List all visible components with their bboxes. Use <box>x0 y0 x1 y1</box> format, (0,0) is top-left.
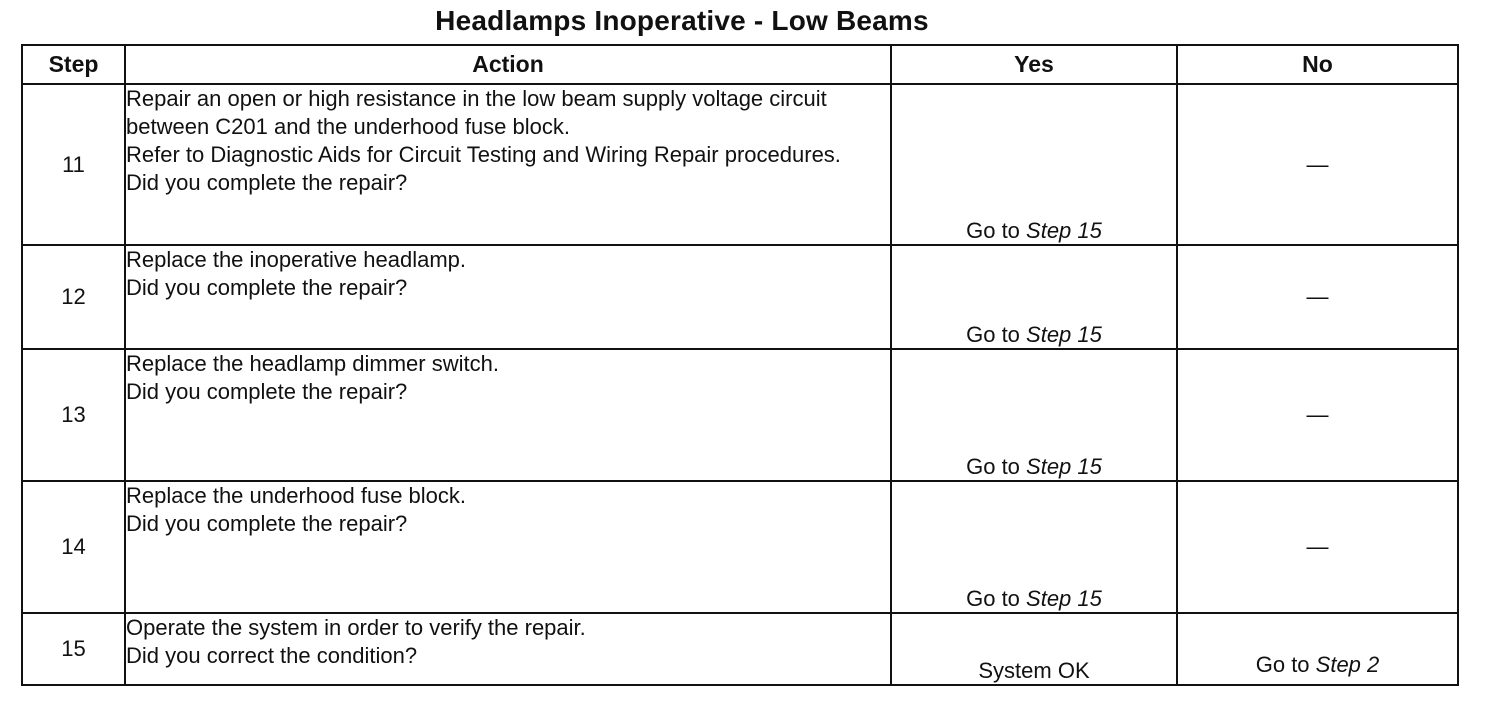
action-question: Did you complete the repair? <box>126 511 408 536</box>
header-step: Step <box>22 45 125 84</box>
action-text: Operate the system in order to verify the repair. <box>126 615 586 640</box>
yes-cell <box>891 349 1177 481</box>
yes-text: Go to <box>966 454 1027 479</box>
action-text: Refer to Diagnostic Aids for Circuit Testing and Wiring Repair procedures. <box>126 142 841 167</box>
yes-step-link[interactable]: Step 15 <box>1026 322 1102 347</box>
yes-cell <box>891 84 1177 245</box>
yes-step-link[interactable]: Step 15 <box>1026 218 1102 243</box>
no-cell <box>1177 481 1458 613</box>
yes-cell <box>891 245 1177 349</box>
table-row <box>22 245 1458 349</box>
action-cell <box>125 84 891 245</box>
action-cell <box>125 481 891 613</box>
yes-cell <box>891 613 1177 685</box>
table-row <box>22 84 1458 245</box>
action-cell <box>125 245 891 349</box>
no-text: — <box>1306 402 1329 427</box>
action-question: Did you complete the repair? <box>126 275 408 300</box>
step-number: 12 <box>22 245 125 349</box>
action-question: Did you correct the condition? <box>126 643 418 668</box>
header-yes: Yes <box>891 45 1177 84</box>
no-text: — <box>1306 151 1329 177</box>
step-number: 14 <box>22 481 125 613</box>
no-step-link[interactable]: Step 2 <box>1315 652 1380 677</box>
action-question: Did you complete the repair? <box>126 170 408 195</box>
diagnostic-table <box>21 44 1459 686</box>
no-text: Go to <box>1255 652 1316 677</box>
yes-step-link[interactable]: Step 15 <box>1026 586 1102 611</box>
yes-text: Go to <box>966 586 1027 611</box>
action-text: Replace the headlamp dimmer switch. <box>126 351 499 376</box>
action-cell <box>125 349 891 481</box>
no-cell <box>1177 349 1458 481</box>
action-text: Repair an open or high resistance in the low beam supply voltage circuit between C201 and the underhood fuse block. <box>126 86 827 139</box>
action-question: Did you complete the repair? <box>126 379 408 404</box>
header-action: Action <box>125 45 891 84</box>
yes-text: Go to <box>966 322 1027 347</box>
header-no: No <box>1177 45 1458 84</box>
action-cell <box>125 613 891 685</box>
table-row <box>22 349 1458 481</box>
page-title: Headlamps Inoperative - Low Beams <box>435 5 929 36</box>
table-row <box>22 481 1458 613</box>
step-number: 13 <box>22 349 125 481</box>
yes-step-link[interactable]: Step 15 <box>1026 454 1102 479</box>
yes-text: Go to <box>966 218 1027 243</box>
table-row <box>22 613 1458 685</box>
no-cell <box>1177 613 1458 685</box>
no-text: — <box>1306 284 1329 309</box>
header-row <box>22 45 1458 84</box>
yes-text: System OK <box>978 658 1090 683</box>
action-text: Replace the inoperative headlamp. <box>126 247 467 272</box>
no-cell <box>1177 245 1458 349</box>
no-cell <box>1177 84 1458 245</box>
action-text: Replace the underhood fuse block. <box>126 483 467 508</box>
yes-cell <box>891 481 1177 613</box>
step-number: 15 <box>22 613 125 685</box>
no-text: — <box>1306 534 1329 559</box>
step-number: 11 <box>22 84 125 245</box>
